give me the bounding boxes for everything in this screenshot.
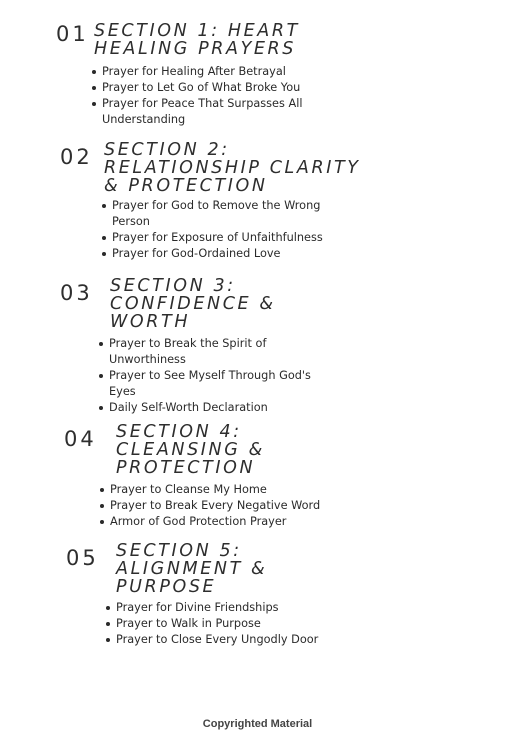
- section-number: 03: [60, 281, 93, 305]
- section-title: SECTION 5: ALIGNMENT & PURPOSE: [116, 541, 268, 597]
- list-item: Prayer to Cleanse My Home: [110, 482, 350, 498]
- section-title: SECTION 2: RELATIONSHIP CLARITY & PROTECTION: [104, 140, 361, 196]
- list-item: Prayer for God to Remove the Wrong Person: [112, 198, 340, 230]
- list-item: Prayer for Healing After Betrayal: [102, 64, 322, 80]
- section-title: SECTION 1: HEART HEALING PRAYERS: [94, 21, 300, 59]
- prayer-list: [90, 64, 322, 128]
- list-item: Prayer for God-Ordained Love: [112, 246, 340, 262]
- list-item: Prayer for Peace That Surpasses All Understanding: [102, 96, 322, 128]
- list-item: Armor of God Protection Prayer: [110, 514, 350, 530]
- prayer-list: [104, 600, 356, 648]
- section-number: 04: [64, 427, 97, 451]
- list-item: Daily Self-Worth Declaration: [109, 400, 337, 416]
- copyright-footer: Copyrighted Material: [202, 718, 313, 730]
- list-item: Prayer to Walk in Purpose: [116, 616, 356, 632]
- list-item: Prayer to Break the Spirit of Unworthiness: [109, 336, 337, 368]
- list-item: Prayer for Divine Friendships: [116, 600, 356, 616]
- prayer-list: [97, 336, 337, 416]
- section-number: 01: [56, 22, 89, 46]
- list-item: Prayer to Let Go of What Broke You: [102, 80, 322, 96]
- section-title: SECTION 4: CLEANSING & PROTECTION: [116, 422, 265, 478]
- section-title: SECTION 3: CONFIDENCE & WORTH: [110, 276, 276, 332]
- prayer-list: [100, 198, 340, 262]
- section-number: 05: [66, 546, 99, 570]
- list-item: Prayer for Exposure of Unfaithfulness: [112, 230, 340, 246]
- list-item: Prayer to Break Every Negative Word: [110, 498, 350, 514]
- prayer-list: [98, 482, 350, 530]
- list-item: Prayer to See Myself Through God's Eyes: [109, 368, 337, 400]
- section-number: 02: [60, 145, 93, 169]
- list-item: Prayer to Close Every Ungodly Door: [116, 632, 356, 648]
